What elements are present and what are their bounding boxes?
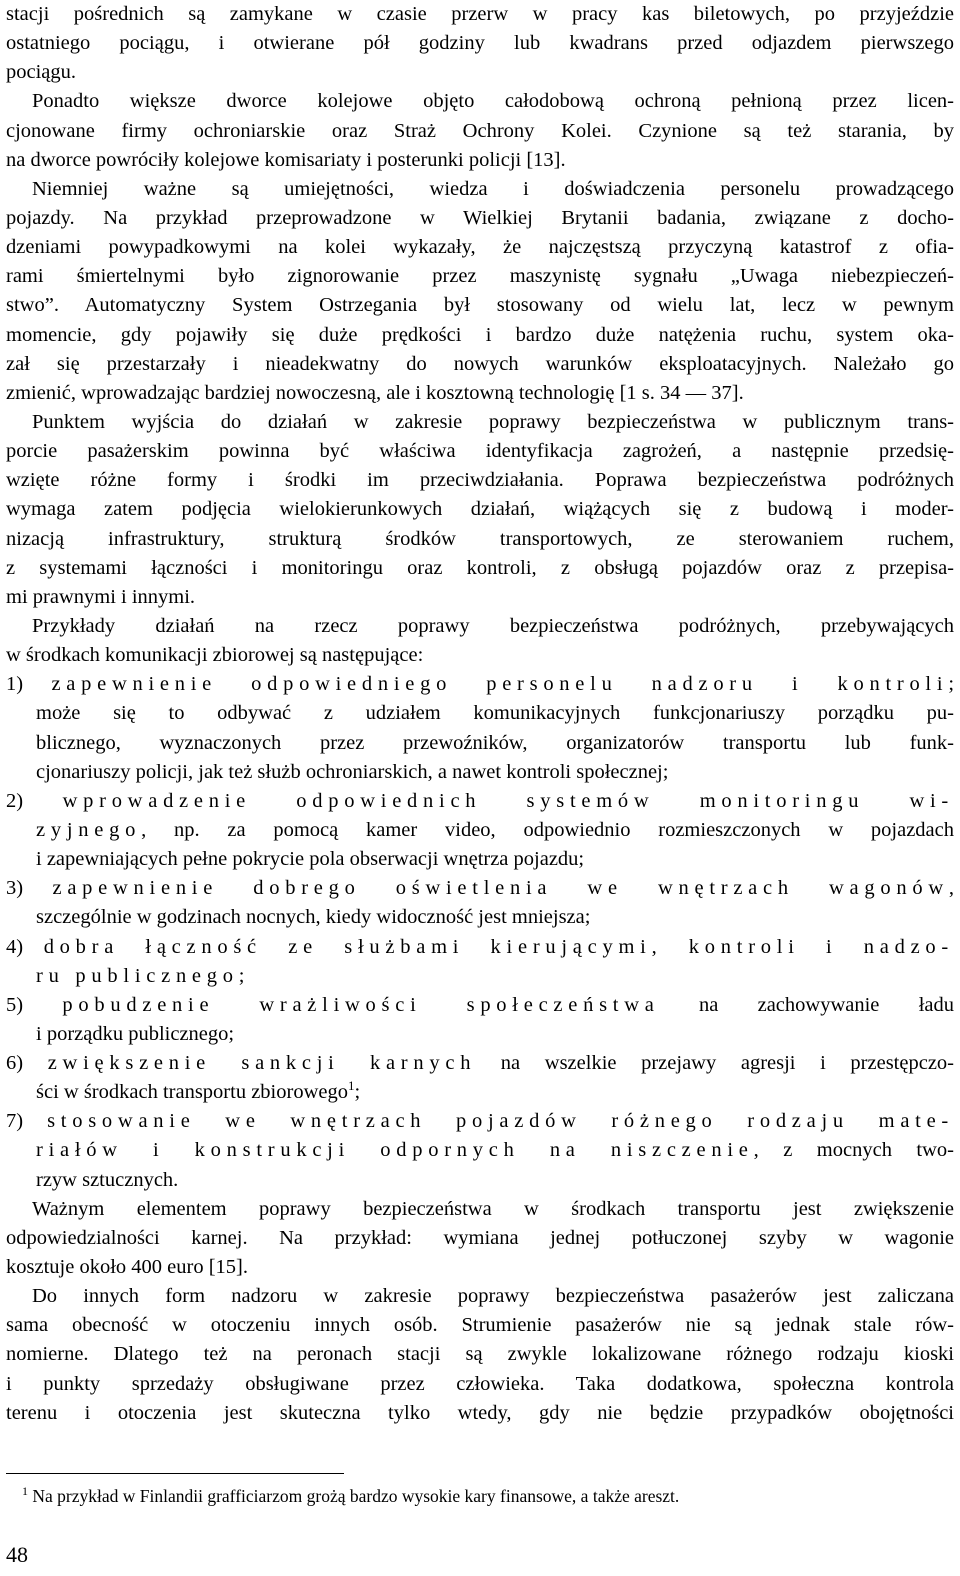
line-text: porcie pasażerskim powinna być właściwa identyfikacja zagrożeń, a następnie przedsię- bbox=[6, 440, 954, 463]
line-text: nizacją infrastruktury, strukturą środków transportowych, ze sterowaniem ruchem, bbox=[6, 527, 954, 550]
text-line bbox=[6, 1107, 954, 1136]
line-text: stwo”. Automatyczny System Ostrzegania był stosowany od wielu lat, lecz w pewnym bbox=[6, 294, 954, 317]
text-line bbox=[6, 146, 954, 175]
line-text: 1) bbox=[6, 673, 52, 696]
line-text: ostatniego pociągu, i otwierane pół godziny lub kwadrans przed odjazdem pierwszego bbox=[6, 32, 954, 55]
footnote-ref: 1 bbox=[347, 1078, 355, 1094]
text-line bbox=[6, 991, 954, 1020]
line-text: i porządku publicznego; bbox=[36, 1022, 235, 1045]
line-text: zmienić, wprowadzając bardziej nowoczesną, ale i kosztowną technologię [1 s. 34 — 37]. bbox=[6, 381, 744, 404]
text-line bbox=[6, 1370, 954, 1399]
line-text: rami śmiertelnymi było zignorowanie przez maszynistę sygnału „Uwaga niebezpieczeń- bbox=[6, 265, 954, 288]
text-line bbox=[6, 1049, 954, 1078]
text-line bbox=[6, 903, 954, 932]
footnote bbox=[22, 1483, 679, 1509]
line-text: blicznego, wyznaczonych przez przewoźników, organizatorów transportu lub funk- bbox=[36, 731, 954, 754]
text-line bbox=[6, 291, 954, 320]
line-text: ; bbox=[354, 1081, 361, 1104]
line-text: i punkty sprzedaży obsługiwane przez człowieka. Taka dodatkowa, społeczna kontrola bbox=[6, 1372, 954, 1395]
text-line bbox=[6, 233, 954, 262]
text-line bbox=[6, 758, 954, 787]
text-line bbox=[6, 379, 954, 408]
line-text: , z mocnych two- bbox=[753, 1139, 954, 1162]
line-text: na zachowywanie ładu bbox=[659, 993, 954, 1016]
text-line bbox=[6, 641, 954, 670]
text-line bbox=[6, 1340, 954, 1369]
line-text: odpowiedzialności karnej. Na przykład: wymiana jednej potłuczonej szyby w wagonie bbox=[6, 1226, 954, 1249]
text-line bbox=[6, 787, 954, 816]
text-line bbox=[6, 874, 954, 903]
footnote-separator bbox=[6, 1473, 344, 1474]
text-line bbox=[6, 670, 954, 699]
line-text: momencie, gdy pojawiły się duże prędkości i bardzo duże natężenia ruchu, system oka- bbox=[6, 323, 954, 346]
text-line bbox=[6, 29, 954, 58]
text-line bbox=[6, 58, 954, 87]
spaced-emphasis: dobra łączność ze służbami kierującymi, kontroli i nadzo- bbox=[43, 935, 954, 958]
line-text: Punktem wyjścia do działań w zakresie poprawy bezpieczeństwa w publicznym trans- bbox=[32, 410, 954, 433]
line-text: pojazdy. Na przykład przeprowadzone w Wielkiej Brytanii badania, związane z docho- bbox=[6, 206, 954, 229]
text-line bbox=[6, 699, 954, 728]
text-line bbox=[6, 1224, 954, 1253]
text-line bbox=[6, 466, 954, 495]
spaced-emphasis: pobudzenie wrażliwości społeczeństwa bbox=[62, 993, 660, 1016]
line-text: 2) bbox=[6, 789, 63, 812]
line-text: nomierne. Dlatego też na peronach stacji są zwykle lokalizowane różnego rodzaju kioski bbox=[6, 1343, 954, 1366]
line-text: na dworce powróciły kolejowe komisariaty i posterunki policji [13]. bbox=[6, 148, 566, 171]
line-text: mi prawnymi i innymi. bbox=[6, 585, 196, 608]
line-text: cjonowane firmy ochroniarskie oraz Straż Ochrony Kolei. Czynione są też starania, by bbox=[6, 119, 954, 142]
text-line bbox=[6, 612, 954, 641]
text-line bbox=[6, 204, 954, 233]
line-text: z systemami łączności i monitoringu oraz kontroli, z obsługą pojazdów oraz z przepisa- bbox=[6, 556, 954, 579]
line-text: 6) bbox=[6, 1052, 48, 1075]
line-text: ; bbox=[948, 673, 954, 696]
line-text: kosztuje około 400 euro [15]. bbox=[6, 1256, 248, 1279]
line-text: , bbox=[948, 877, 954, 900]
text-line bbox=[6, 262, 954, 291]
line-text: na wszelkie przejawy agresji i przestępczo- bbox=[476, 1052, 954, 1075]
spaced-emphasis: ru publicznego bbox=[36, 964, 239, 987]
line-text: 7) bbox=[6, 1110, 48, 1133]
line-text: stacji pośrednich są zamykane w czasie przerw w pracy kas biletowych, po przyjeździe bbox=[6, 3, 954, 25]
page-number: 48 bbox=[6, 1542, 28, 1567]
text-line bbox=[6, 1136, 954, 1165]
line-text: cjonariuszy policji, jak też służb ochroniarskich, a nawet kontroli społecznej; bbox=[36, 760, 669, 783]
text-line bbox=[6, 1078, 954, 1107]
line-text: Ważnym elementem poprawy bezpieczeństwa w środkach transportu jest zwiększenie bbox=[32, 1197, 954, 1220]
text-line bbox=[6, 525, 954, 554]
text-line bbox=[6, 437, 954, 466]
line-text: może się to odbywać z udziałem komunikacyjnych funkcjonariuszy porządku pu- bbox=[36, 702, 954, 725]
text-line bbox=[6, 321, 954, 350]
line-text: rzyw sztucznych. bbox=[36, 1168, 179, 1191]
line-text: i zapewniających pełne pokrycie pola obserwacji wnętrza pojazdu; bbox=[36, 848, 585, 871]
line-text: , np. za pomocą kamer video, odpowiednio rozmieszczonych w pojazdach bbox=[141, 818, 954, 841]
text-line bbox=[6, 1166, 954, 1195]
text-line bbox=[6, 87, 954, 116]
line-text: w środkach komunikacji zbiorowej są następujące: bbox=[6, 644, 424, 667]
line-text: sama obecność w otoczeniu innych osób. Strumienie pasażerów nie są jednak stale rów- bbox=[6, 1314, 954, 1337]
text-line bbox=[6, 729, 954, 758]
text-line bbox=[6, 816, 954, 845]
spaced-emphasis: stosowanie we wnętrzach pojazdów różnego rodzaju mate- bbox=[47, 1110, 954, 1133]
spaced-emphasis: zwiększenie sankcji karnych bbox=[47, 1052, 477, 1075]
spaced-emphasis: wprowadzenie odpowiednich systemów monitoringu wi- bbox=[62, 789, 954, 812]
line-text: terenu i otoczenia jest skuteczna tylko wtedy, gdy nie będzie przypadków obojętności bbox=[6, 1401, 954, 1424]
text-line bbox=[6, 1282, 954, 1311]
line-text: Przykłady działań na rzecz poprawy bezpieczeństwa podróżnych, przebywających bbox=[32, 614, 954, 637]
line-text: 4) bbox=[6, 935, 44, 958]
document-body bbox=[6, 0, 954, 1428]
footnote-text: Na przykład w Finlandii grafficiarzom grożą bardzo wysokie kary finansowe, a także areszt. bbox=[28, 1486, 680, 1506]
line-text: ści w środkach transportu zbiorowego bbox=[36, 1081, 348, 1104]
line-text: 3) bbox=[6, 877, 53, 900]
footnote-mark: 1 bbox=[22, 1484, 28, 1498]
line-text: Do innych form nadzoru w zakresie poprawy bezpieczeństwa pasażerów jest zaliczana bbox=[32, 1285, 954, 1308]
text-line bbox=[6, 1311, 954, 1340]
text-line bbox=[6, 962, 954, 991]
spaced-emphasis: riałów i konstrukcji odpornych na niszczenie bbox=[36, 1139, 754, 1162]
text-line bbox=[6, 845, 954, 874]
line-text: szczególnie w godzinach nocnych, kiedy widoczność jest mniejsza; bbox=[36, 906, 591, 929]
text-line bbox=[6, 1399, 954, 1428]
text-line bbox=[6, 495, 954, 524]
line-text: zał się przestarzały i nieadekwatny do nowych warunków eksploatacyjnych. Należało go bbox=[6, 352, 954, 375]
line-text: wzięte różne formy i środki im przeciwdziałania. Poprawa bezpieczeństwa podróżnych bbox=[6, 469, 954, 492]
text-line bbox=[6, 408, 954, 437]
text-line bbox=[6, 0, 954, 29]
line-text: wymaga zatem podjęcia wielokierunkowych działań, wiążących się z budową i moder- bbox=[6, 498, 954, 521]
spaced-emphasis: zyjnego bbox=[36, 818, 142, 841]
line-text: Niemniej ważne są umiejętności, wiedza i doświadczenia personelu prowadzącego bbox=[32, 177, 954, 200]
text-line bbox=[6, 350, 954, 379]
spaced-emphasis: zapewnienie odpowiedniego personelu nadzoru i kontroli bbox=[51, 673, 949, 696]
spaced-emphasis: zapewnienie dobrego oświetlenia we wnętrzach wagonów bbox=[52, 877, 949, 900]
text-line bbox=[6, 1195, 954, 1224]
text-line bbox=[6, 175, 954, 204]
text-line bbox=[6, 933, 954, 962]
line-text: 5) bbox=[6, 993, 63, 1016]
line-text: ; bbox=[238, 964, 245, 987]
line-text: pociągu. bbox=[6, 61, 77, 84]
text-line bbox=[6, 583, 954, 612]
text-line bbox=[6, 1253, 954, 1282]
text-line bbox=[6, 554, 954, 583]
text-line bbox=[6, 1020, 954, 1049]
text-line bbox=[6, 117, 954, 146]
line-text: dzeniami powypadkowymi na kolei wykazały, że najczęstszą przyczyną katastrof z ofia- bbox=[6, 236, 954, 259]
line-text: Ponadto większe dworce kolejowe objęto całodobową ochroną pełnioną przez licen- bbox=[32, 90, 954, 113]
